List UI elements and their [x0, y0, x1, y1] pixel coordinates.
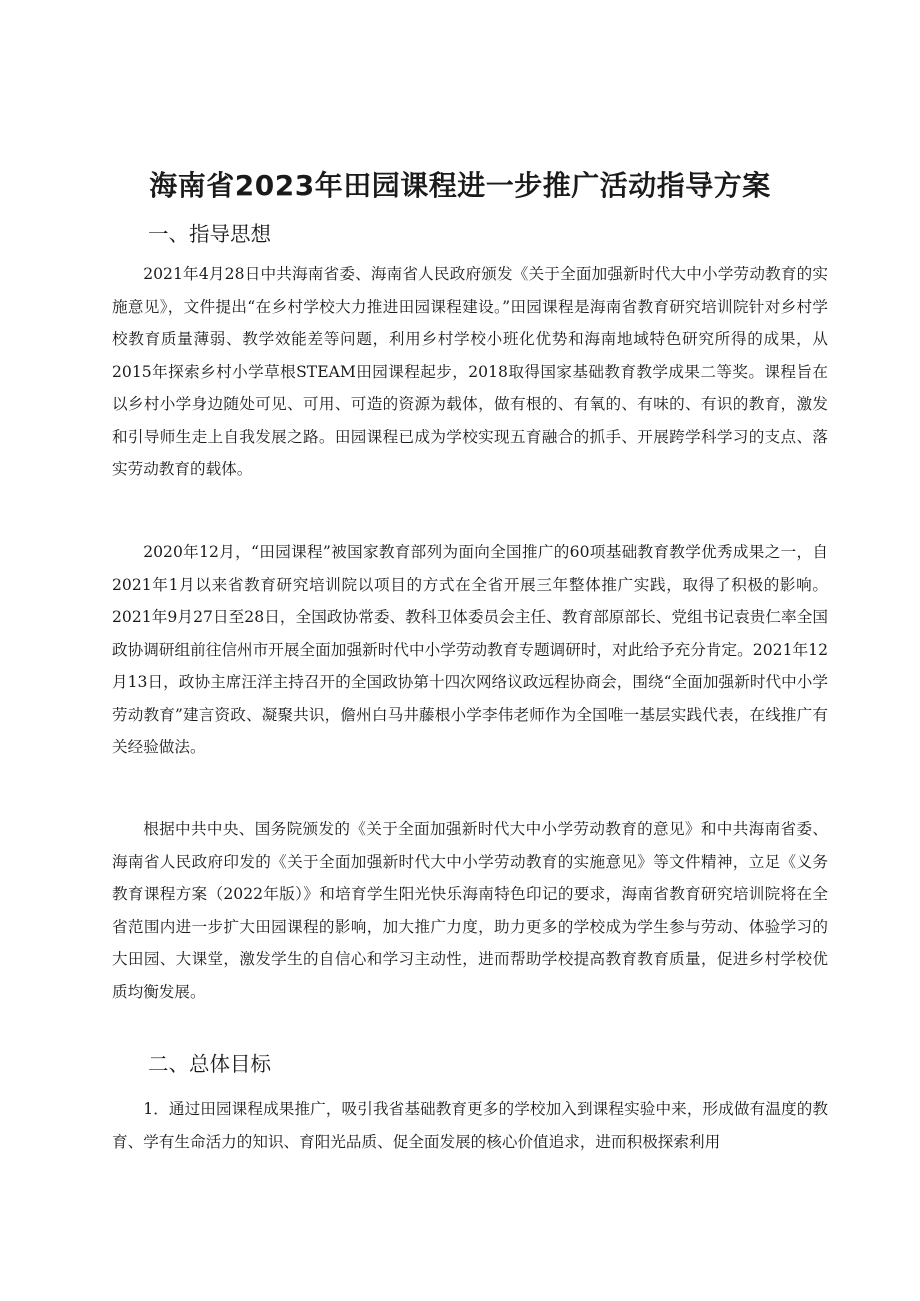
section-heading-overall-goals: 二、总体目标 [148, 1052, 271, 1076]
paragraph: 1．通过田园课程成果推广，吸引我省基础教育更多的学校加入到课程实验中来，形成做有温度的教育、学有生命活力的知识、育阳光品质、促全面发展的核心价值追求，进而积极探索利用 [112, 1100, 828, 1151]
paragraph: 2021年4月28日中共海南省委、海南省人民政府颁发《关于全面加强新时代大中小学劳动教育的实施意见》，文件提出“在乡村学校大力推进田园课程建设。”田园课程是海南省教育研究培训院针对乡村学校教育质量薄弱、教学效能差等问题，利用乡村学校小班化优势和海南地域特色研究所得的成果，从2015年探索乡村小学草根STEAM田园课程起步，2018取得国家基础教育教学成果二等奖。课程旨在以乡村小学身边随处可见、可用、可造的资源为载体，做有根的、有氧的、有味的、有识的教育，激发和引导师生走上自我发展之路。田园课程已成为学校实现五育融合的抓手、开展跨学科学习的支点、落实劳动教育的载体。 [112, 265, 828, 478]
paragraph: 2020年12月，“田园课程”被国家教育部列为面向全国推广的60项基础教育教学优秀成果之一，自2021年1月以来省教育研究培训院以项目的方式在全省开展三年整体推广实践，取得了积极的影响。2021年9月27日至28日，全国政协常委、教科卫体委员会主任、教育部原部长、党组书记袁贵仁率全国政协调研组前往信州市开展全面加强新时代中小学劳动教育专题调研时，对此给予充分肯定。2021年12月13日，政协主席汪洋主持召开的全国政协第十四次网络议政远程协商会，围绕“全面加强新时代中小学劳动教育”建言资政、凝聚共识，儋州白马井藤根小学李伟老师作为全国唯一基层实践代表，在线推广有关经验做法。 [112, 543, 828, 756]
document-title: 海南省2023年田园课程进一步推广活动指导方案 [149, 169, 771, 202]
section-heading-guiding-ideology: 一、指导思想 [148, 222, 271, 246]
paragraph: 根据中共中央、国务院颁发的《关于全面加强新时代大中小学劳动教育的意见》和中共海南省委、海南省人民政府印发的《关于全面加强新时代大中小学劳动教育的实施意见》等文件精神，立足《义务教育课程方案（2022年版）》和培育学生阳光快乐海南特色印记的要求，海南省教育研究培训院将在全省范围内进一步扩大田园课程的影响，加大推广力度，助力更多的学校成为学生参与劳动、体验学习的大田园、大课堂，激发学生的自信心和学习主动性，进而帮助学校提高教育教育质量，促进乡村学校优质均衡发展。 [112, 820, 828, 1001]
